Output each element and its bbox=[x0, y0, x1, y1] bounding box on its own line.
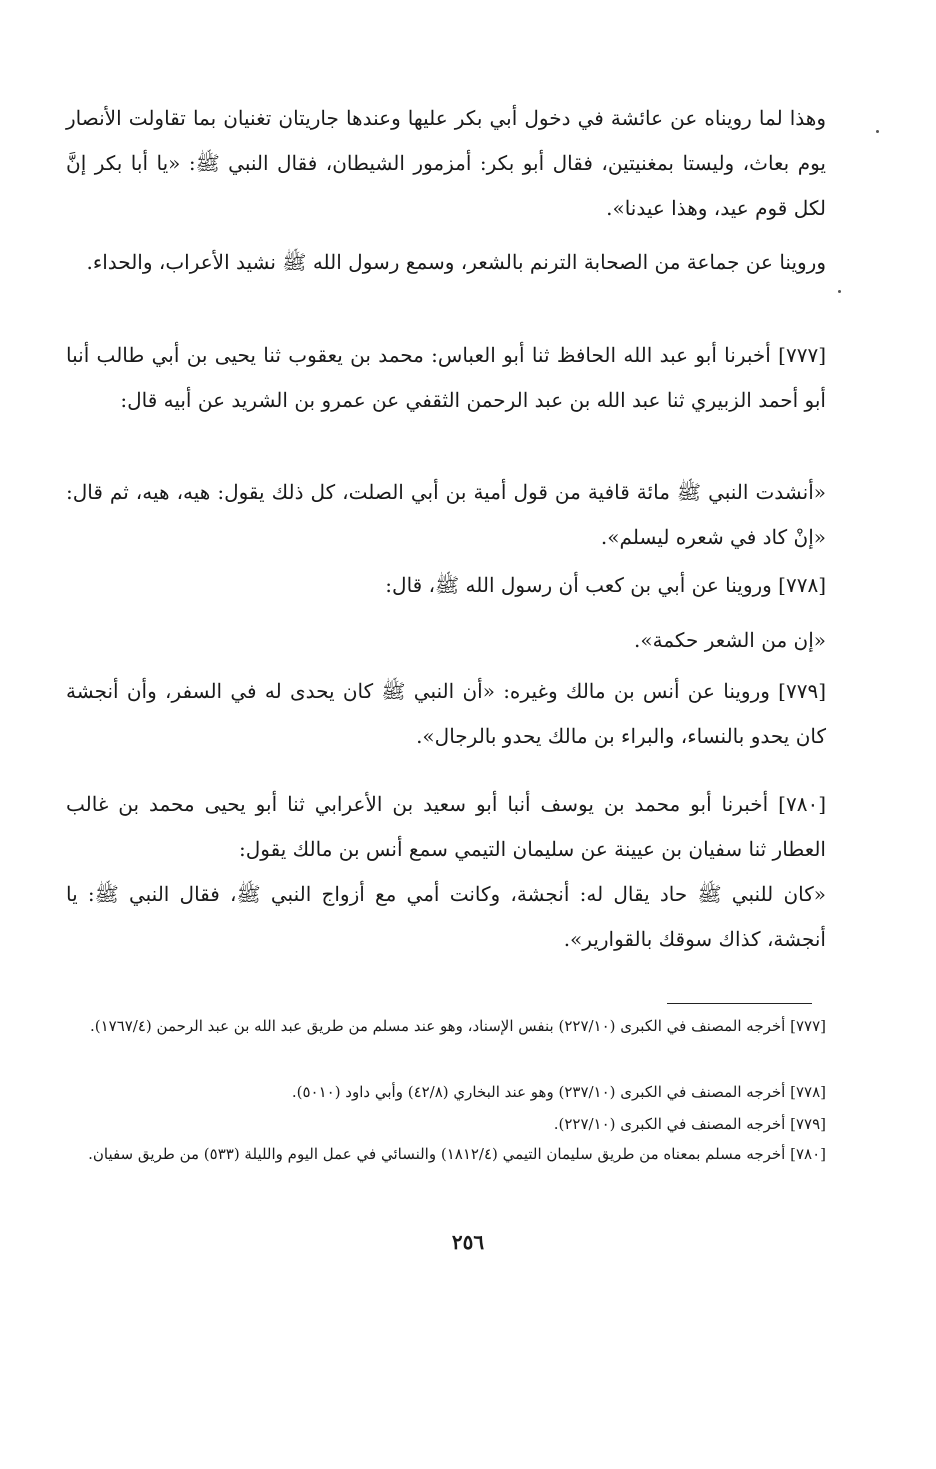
paragraph-hadith-777-text: «أنشدت النبي ﷺ مائة قافية من قول أمية بن أبي الصلت، كل ذلك يقول: هيه، هيه، ثم قال: «إنْ كاد في شعره ليسلم». bbox=[66, 480, 826, 549]
footnote-780: [٧٨٠] أخرجه مسلم بمعناه من طريق سليمان التيمي (١٨١٢/٤) والنسائي في عمل اليوم والليلة (٥٣٣) من طريق سفيان. bbox=[88, 1145, 826, 1163]
footnote-778: [٧٧٨] أخرجه المصنف في الكبرى (٢٣٧/١٠) وهو عند البخاري (٤٢/٨) وأبي داود (٥٠١٠). bbox=[291, 1083, 826, 1101]
paragraph-hadith-780-text: «كان للنبي ﷺ حاد يقال له: أنجشة، وكانت أمي مع أزواج النبي ﷺ، فقال النبي ﷺ: يا أنجشة، كذاك سوقك بالقوارير». bbox=[66, 882, 826, 951]
paragraph-hadith-778-text: «إن من الشعر حكمة». bbox=[634, 628, 826, 652]
footnote-777: [٧٧٧] أخرجه المصنف في الكبرى (٢٢٧/١٠) بنفس الإسناد، وهو عند مسلم من طريق عبد الله بن عبد الرحمن (١٧٦٧/٤). bbox=[89, 1017, 826, 1035]
scan-speck bbox=[876, 130, 879, 133]
paragraph-aisha-hadith: وهذا لما رويناه عن عائشة في دخول أبي بكر عليها وعندها جاريتان تغنيان بما تقاولت الأنصار يوم بعاث، وليستا بمغنيتين، فقال أبو بكر: أمزمور الشيطان، فقال النبي ﷺ: «يا أبا بكر إنَّ لكل قوم عيد، وهذا عيدنا». bbox=[66, 106, 826, 220]
paragraph-hadith-777: [٧٧٧] أخبرنا أبو عبد الله الحافظ ثنا أبو العباس: محمد بن يعقوب ثنا يحيى بن أبي طالب أنبا أبو أحمد الزبيري ثنا عبد الله بن عبد الرحمن الثقفي عن عمرو بن الشريد عن أبيه قال: bbox=[66, 343, 826, 412]
paragraph-hadith-778: [٧٧٨] وروينا عن أبي بن كعب أن رسول الله ﷺ، قال: bbox=[385, 573, 826, 597]
paragraph-hadith-779: [٧٧٩] وروينا عن أنس بن مالك وغيره: «أن النبي ﷺ كان يحدى له في السفر، وأن أنجشة كان يحدو بالنساء، والبراء بن مالك يحدو بالرجال». bbox=[66, 679, 826, 748]
footnote-779: [٧٧٩] أخرجه المصنف في الكبرى (٢٢٧/١٠). bbox=[553, 1115, 826, 1133]
scan-speck bbox=[838, 290, 841, 293]
footnote-separator bbox=[667, 1003, 812, 1004]
paragraph-hadith-780: [٧٨٠] أخبرنا أبو محمد بن يوسف أنبا أبو سعيد بن الأعرابي ثنا أبو يحيى محمد بن غالب العطار ثنا سفيان بن عيينة عن سليمان التيمي سمع أنس بن مالك يقول: bbox=[66, 792, 826, 861]
page-number: ٢٥٦ bbox=[451, 1230, 485, 1254]
paragraph-companions-poetry: وروينا عن جماعة من الصحابة الترنم بالشعر، وسمع رسول الله ﷺ نشيد الأعراب، والحداء. bbox=[86, 250, 826, 274]
